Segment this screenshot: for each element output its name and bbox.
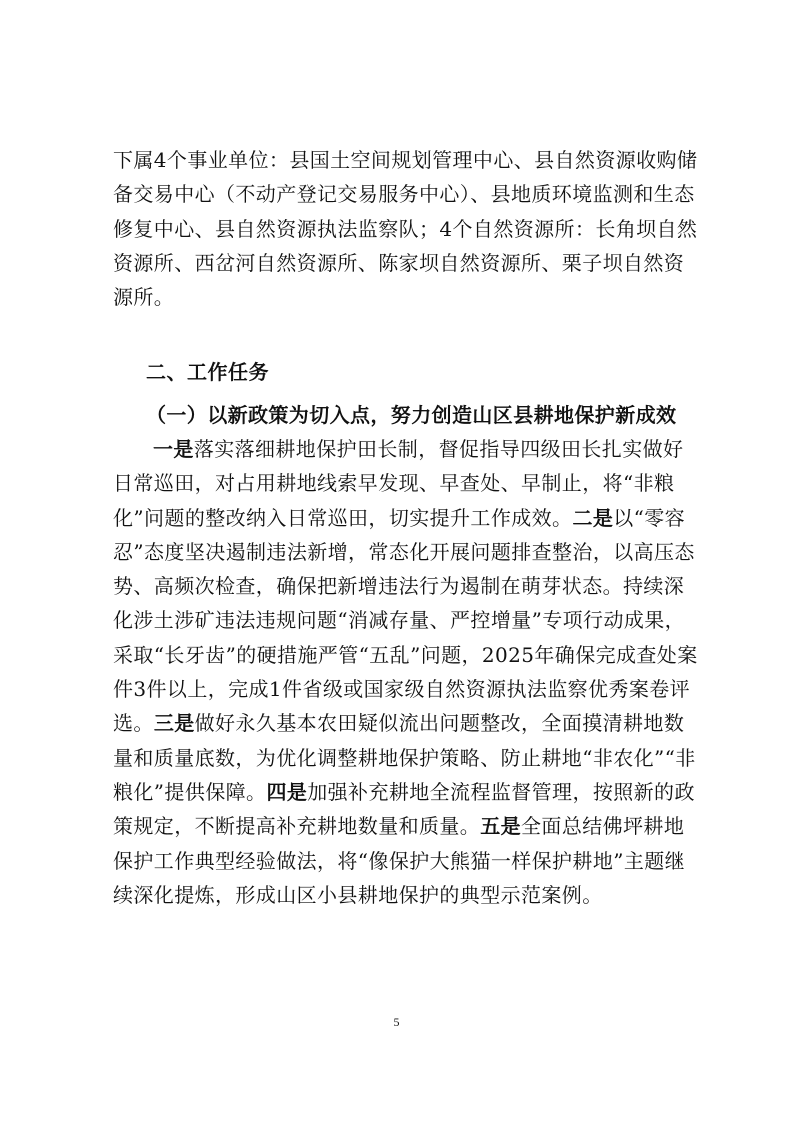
lead-three: 三是 bbox=[153, 711, 195, 736]
text-four: 加强补充耕地全流程监督管理，按照新的政策规定，不断提高补充耕地数量和质量。 bbox=[113, 779, 695, 839]
lead-four: 四是 bbox=[266, 779, 308, 804]
text-three: 做好永久基本农田疑似流出问题整改，全面摸清耕地数量和质量底数，为优化调整耕地保护策略、防止耕地“非农化”“非粮化”提供保障。 bbox=[113, 711, 696, 804]
page-number: 5 bbox=[393, 1015, 400, 1029]
lead-two: 二是 bbox=[572, 505, 614, 530]
section-heading: 二、工作任务 bbox=[146, 360, 269, 384]
text-two: 以“零容忍”态度坚决遏制违法新增，常态化开展问题排查整治，以高压态势、高频次检查，确保把新增违法行为遏制在萌芽状态。持续深化涉土涉矿违法违规问题“消减存量、严控增量”专项行动成果，采取“长牙齿”的硬措施严管“五乱”问题，2025年确保完成查处案件3件以上，完成1件省级或国家级自然资源执法监察优秀案卷评选。 bbox=[113, 505, 698, 736]
text-five: 全面总结佛坪耕地保护工作典型经验做法，将“像保护大熊猫一样保护耕地”主题继续深化提炼，形成山区小县耕地保护的典型示范案例。 bbox=[113, 814, 686, 907]
lead-five: 五是 bbox=[480, 814, 522, 839]
lead-one: 一是 bbox=[153, 437, 194, 461]
subsection-heading: （一）以新政策为切入点，努力创造山区县耕地保护新成效 bbox=[146, 403, 677, 427]
paragraph-units: 下属4个事业单位：县国土空间规划管理中心、县自然资源收购储备交易中心（不动产登记交易服务中心）、县地质环境监测和生态修复中心、县自然资源执法监察队；4个自然资源所：长角坝自然资源所、西岔河自然资源所、陈家坝自然资源所、栗子坝自然资源所。 bbox=[113, 148, 698, 310]
text-one: 落实落细耕地保护田长制，督促指导四级田长扎实做好日常巡田，对占用耕地线索早发现、早查处、早制止，将“非粮化”问题的整改纳入日常巡田，切实提升工作成效。 bbox=[113, 437, 684, 530]
paragraph-tasks bbox=[113, 432, 703, 912]
